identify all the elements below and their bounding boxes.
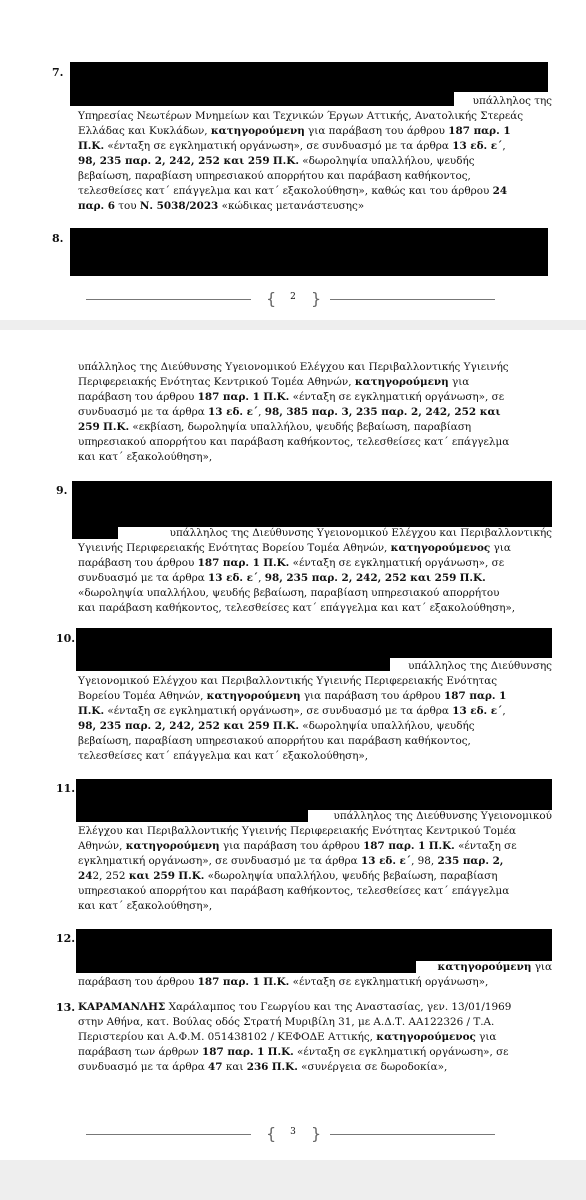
footer-bracket: } (311, 1124, 322, 1143)
entry-line: Ελλάδας και Κυκλάδων, κατηγορούμενη για παράβαση του άρθρου 187 παρ. 1 (78, 125, 511, 137)
entry-line: συνδυασμό με τα άρθρα 13 εδ. ε΄, 98, 385 παρ. 3, 235 παρ. 2, 242, 252 και (78, 406, 501, 418)
page-number: 2 (290, 292, 296, 302)
footer-bracket: { (266, 289, 277, 308)
document-page (0, 330, 586, 1160)
entry-line: Υπηρεσίας Νεωτέρων Μνημείων και Τεχνικών Έργων Αττικής, Ανατολικής Στερεάς (78, 110, 524, 122)
entry-line: υπάλληλος της Διεύθυνσης Υγειονομικού Ελέγχου και Περιβαλλοντικής Υγιεινής (78, 361, 509, 373)
entry-line: Υγιεινής Περιφερειακής Ενότητας Βορείου Τομέα Αθηνών, κατηγορούμενος για (78, 542, 511, 554)
redaction-block (76, 779, 552, 810)
entry-line: 98, 235 παρ. 2, 242, 252 και 259 Π.Κ. «δωροληψία υπαλλήλου, ψευδής (78, 155, 475, 167)
entry-line: βεβαίωση, παραβίαση υπηρεσιακού απορρήτου και παράβαση καθήκοντος, (78, 170, 471, 182)
entry-line: εγκληματική οργάνωση», σε συνδυασμό με τα άρθρα 13 εδ. ε΄, 98, 235 παρ. 2, (78, 855, 504, 867)
entry-text: υπάλληλος της Διεύθυνσης Υγειονομικού Ελέγχου και Περιβαλλοντικής Υγιεινής Περιφερειακής Ενότητας Βορείου Τομέα Αθηνών, κατηγορούμενη για παράβαση του άρθρου 187 παρ. 1 Π.Κ. «ένταξη σε εγκληματική οργάνωση», σε συνδυασμό με τα άρθρα 13 εδ. ε΄, 98, 235 παρ. 2, 242, 252 και 259 Π.Κ. «δωροληψία υπαλλήλου, ψευδής βεβαίωση, παραβίαση υπηρεσιακού απορρήτου και παράβαση καθήκοντος, τελεσθείσες κατ΄ επάγγελμα και κατ΄ εξακολούθηση», (78, 660, 552, 762)
footer-rule (330, 299, 495, 300)
footer-bracket: } (311, 289, 322, 308)
page-footer (0, 287, 586, 313)
entry-number: 11. (56, 782, 76, 795)
entry-text: υπάλληλος της Διεύθυνσης Υγειονομικού Ελέγχου και Περιβαλλοντικής Υγιεινής Περιφερειακής Ενότητας Βορείου Τομέα Αθηνών, κατηγορούμενος για παράβαση του άρθρου 187 παρ. 1 Π.Κ. «ένταξη σε εγκληματική οργάνωση», σε συνδυασμό με τα άρθρα 13 εδ. ε΄, 98, 235 παρ. 2, 242, 252 και 259 Π.Κ. «δωροληψία υπαλλήλου, ψευδής βεβαίωση, παραβίαση υπηρεσιακού απορρήτου και παράβαση καθήκοντος, τελεσθείσες κατ΄ επάγγελμα και κατ΄ εξακολούθηση», (78, 527, 552, 614)
entry-line: τελεσθείσες κατ΄ επάγγελμα και κατ΄ εξακολούθηση», (78, 750, 369, 762)
entry-number: 12. (56, 932, 76, 945)
entry-line: Αθηνών, κατηγορούμενη για παράβαση του άρθρου 187 παρ. 1 Π.Κ. «ένταξη σε (78, 840, 517, 852)
entry-line: παράβαση του άρθρου 187 παρ. 1 Π.Κ. «ένταξη σε εγκληματική οργάνωση», (78, 976, 489, 988)
entry-number: 8. (52, 232, 64, 245)
entry-text: κατηγορούμενη για παράβαση του άρθρου 187 παρ. 1 Π.Κ. «ένταξη σε εγκληματική οργάνωση», (78, 961, 552, 988)
footer-rule (86, 1134, 251, 1135)
page-footer (0, 1122, 586, 1148)
entry-line: παρ. 6 του Ν. 5038/2023 «κώδικας μετανάστευσης» (78, 200, 365, 212)
footer-rule (330, 1134, 495, 1135)
entry-line: «δωροληψία υπαλλήλου, ψευδής βεβαίωση, παραβίαση υπηρεσιακού απορρήτου (78, 587, 500, 599)
entry-number: 9. (56, 484, 68, 497)
entry-line: στην Αθήνα, κατ. Βούλας οδός Στρατή Μυριβίλη 31, με Α.Δ.Τ. ΑΑ122326 / Τ.Α. (78, 1016, 495, 1028)
document-page (0, 0, 586, 320)
entry-line: συνδυασμό με τα άρθρα 13 εδ. ε΄, 98, 235 παρ. 2, 242, 252 και 259 Π.Κ. (78, 572, 486, 584)
entry-line: Υγειονομικού Ελέγχου και Περιβαλλοντικής Υγιεινής Περιφερειακής Ενότητας (78, 675, 498, 687)
entry-number: 10. (56, 632, 76, 645)
entry-line: τελεσθείσες κατ΄ επάγγελμα και κατ΄ εξακολούθηση», καθώς και του άρθρου 24 (78, 185, 508, 197)
footer-bracket: { (266, 1124, 277, 1143)
entry-line: 259 Π.Κ. «εκβίαση, δωροληψία υπαλλήλου, ψευδής βεβαίωση, παραβίαση (78, 421, 472, 433)
entry-number: 7. (52, 66, 64, 79)
redaction-block (70, 228, 548, 276)
entry-line: Περιφερειακής Ενότητας Κεντρικού Τομέα Αθηνών, κατηγορούμενη για (78, 376, 470, 388)
entry-line: και παράβαση καθήκοντος, τελεσθείσες κατ΄ επάγγελμα και κατ΄ εξακολούθηση», (78, 602, 516, 614)
redaction-block (76, 628, 552, 658)
redaction-block (72, 481, 552, 527)
entry-line: Π.Κ. «ένταξη σε εγκληματική οργάνωση», σε συνδυασμό με τα άρθρα 13 εδ. ε΄, (78, 705, 506, 717)
footer-rule (86, 299, 251, 300)
entry-line: ΚΑΡΑΜΑΝΛΗΣ Χαράλαμπος του Γεωργίου και της Αναστασίας, γεν. 13/01/1969 (78, 1001, 512, 1013)
entry-line: 98, 235 παρ. 2, 242, 252 και 259 Π.Κ. «δωροληψία υπαλλήλου, ψευδής (78, 720, 475, 732)
entry-line: συνδυασμό με τα άρθρα 47 και 236 Π.Κ. «συνέργεια σε δωροδοκία», (78, 1061, 448, 1073)
entry-line: Ελέγχου και Περιβαλλοντικής Υγιεινής Περιφερειακής Ενότητας Κεντρικού Τομέα (78, 825, 516, 837)
redaction-block (70, 62, 548, 92)
entry-text (78, 360, 552, 465)
entry-line: παράβαση του άρθρου 187 παρ. 1 Π.Κ. «ένταξη σε εγκληματική οργάνωση», σε (78, 391, 505, 403)
entry-line: 242, 252 και 259 Π.Κ. «δωροληψία υπαλλήλου, ψευδής βεβαίωση, παραβίαση (78, 870, 498, 882)
entry-line: Π.Κ. «ένταξη σε εγκληματική οργάνωση», σε συνδυασμό με τα άρθρα 13 εδ. ε΄, (78, 140, 506, 152)
entry-line: παράβαση του άρθρου 187 παρ. 1 Π.Κ. «ένταξη σε εγκληματική οργάνωση», σε (78, 557, 505, 569)
entry-line: και κατ΄ εξακολούθηση», (78, 900, 213, 912)
entry-line: βεβαίωση, παραβίαση υπηρεσιακού απορρήτου και παράβαση καθήκοντος, (78, 735, 471, 747)
entry-text (78, 1000, 552, 1075)
redaction-block (76, 929, 552, 961)
entry-line: παράβαση των άρθρων 187 παρ. 1 Π.Κ. «ένταξη σε εγκληματική οργάνωση», σε (78, 1046, 509, 1058)
entry-line: υπηρεσιακού απορρήτου και παράβαση καθήκοντος, τελεσθείσες κατ΄ επάγγελμα (78, 436, 510, 448)
entry-number: 13. (56, 1001, 76, 1014)
page-number: 3 (290, 1127, 296, 1137)
entry-line: και κατ΄ εξακολούθηση», (78, 451, 213, 463)
entry-line: υπηρεσιακού απορρήτου και παράβαση καθήκοντος, τελεσθείσες κατ΄ επάγγελμα (78, 885, 510, 897)
entry-line: Περιστερίου και Α.Φ.Μ. 051438102 / ΚΕΦΟΔΕ Αττικής, κατηγορούμενος για (78, 1031, 497, 1043)
entry-text: υπάλληλος της Διεύθυνσης Υγειονομικού Ελέγχου και Περιβαλλοντικής Υγιεινής Περιφερειακής Ενότητας Κεντρικού Τομέα Αθηνών, κατηγορούμενη για παράβαση του άρθρου 187 παρ. 1 Π.Κ. «ένταξη σε εγκληματική οργάνωση», σε συνδυασμό με τα άρθρα 13 εδ. ε΄, 98, 235 παρ. 2, 242, 252 και 259 Π.Κ. «δωροληψία υπαλλήλου, ψευδής βεβαίωση, παραβίαση υπηρεσιακού απορρήτου και παράβαση καθήκοντος, τελεσθείσες κατ΄ επάγγελμα και κατ΄ εξακολούθηση», (78, 810, 552, 912)
entry-text: υπάλληλος της Υπηρεσίας Νεωτέρων Μνημείων και Τεχνικών Έργων Αττικής, Ανατολικής Στερεάς Ελλάδας και Κυκλάδων, κατηγορούμενη για παράβαση του άρθρου 187 παρ. 1 Π.Κ. «ένταξη σε εγκληματική οργάνωση», σε συνδυασμό με τα άρθρα 13 εδ. ε΄, 98, 235 παρ. 2, 242, 252 και 259 Π.Κ. «δωροληψία υπαλλήλου, ψευδής βεβαίωση, παραβίαση υπηρεσιακού απορρήτου και παράβαση καθήκοντος, τελεσθείσες κατ΄ επάγγελμα και κατ΄ εξακολούθηση», καθώς και του άρθρου 24 παρ. 6 του Ν. 5038/2023 «κώδικας μετανάστευσης» (78, 95, 552, 212)
entry-line: Βορείου Τομέα Αθηνών, κατηγορούμενη για παράβαση του άρθρου 187 παρ. 1 (78, 690, 507, 702)
